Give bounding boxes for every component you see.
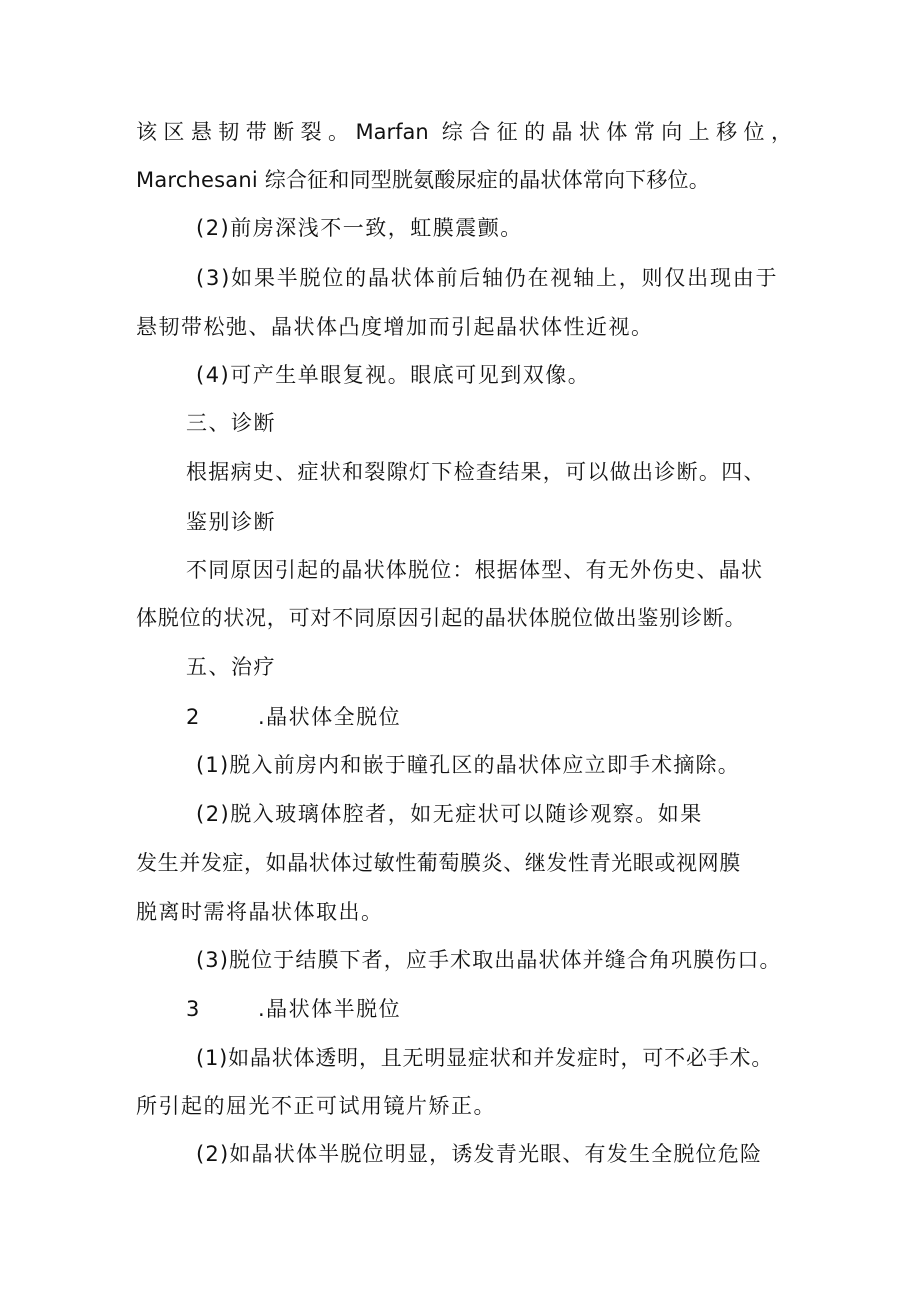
- section-heading: 五、治疗: [186, 655, 276, 679]
- subsection-number: 2: [186, 705, 201, 729]
- subsection-number: 3: [186, 997, 201, 1021]
- list-item-line: (2)脱入玻璃体腔者，如无症状可以随诊观察。如果: [196, 802, 703, 826]
- paragraph-line: 悬韧带松弛、晶状体凸度增加而引起晶状体性近视。: [136, 315, 654, 339]
- list-item-line: (2)如晶状体半脱位明显，诱发青光眼、有发生全脱位危险: [196, 1142, 763, 1166]
- subsection-heading: [186, 992, 401, 1026]
- paragraph-line: 体脱位的状况，可对不同原因引起的晶状体脱位做出鉴别诊断。: [136, 606, 747, 630]
- paragraph-line: 该区悬韧带断裂。Marfan 综合征的晶状体常向上移位，: [136, 120, 792, 144]
- list-item-line: (4)可产生单眼复视。眼底可见到双像。: [196, 363, 591, 387]
- subsection-title: .晶状体全脱位: [258, 705, 402, 729]
- list-item-line: (3)如果半脱位的晶状体前后轴仍在视轴上，则仅出现由于: [196, 266, 779, 290]
- list-item-line: (1)脱入前房内和嵌于瞳孔区的晶状体应立即手术摘除。: [196, 753, 740, 777]
- section-heading: 鉴别诊断: [186, 510, 276, 534]
- paragraph-line: Marchesani 综合征和同型胱氨酸尿症的晶状体常向下移位。: [136, 168, 710, 192]
- list-item-line: (3)脱位于结膜下者，应手术取出晶状体并缝合角巩膜伤口。: [196, 948, 782, 972]
- paragraph-line: 脱离时需将晶状体取出。: [136, 900, 384, 924]
- paragraph-line: 根据病史、症状和裂隙灯下检查结果，可以做出诊断。四、: [186, 460, 766, 484]
- paragraph-line: 不同原因引起的晶状体脱位：根据体型、有无外伤史、晶状: [186, 558, 764, 582]
- section-heading: 三、诊断: [186, 411, 276, 435]
- paragraph-line: 发生并发症，如晶状体过敏性葡萄膜炎、继发性青光眼或视网膜: [136, 851, 741, 875]
- paragraph-line: 所引起的屈光不正可试用镜片矫正。: [136, 1094, 496, 1118]
- subsection-title: .晶状体半脱位: [258, 997, 402, 1021]
- subsection-heading: [186, 700, 401, 734]
- list-item-line: (1)如晶状体透明，且无明显症状和并发症时，可不必手术。: [196, 1046, 774, 1070]
- list-item-line: (2)前房深浅不一致，虹膜震颤。: [196, 216, 523, 240]
